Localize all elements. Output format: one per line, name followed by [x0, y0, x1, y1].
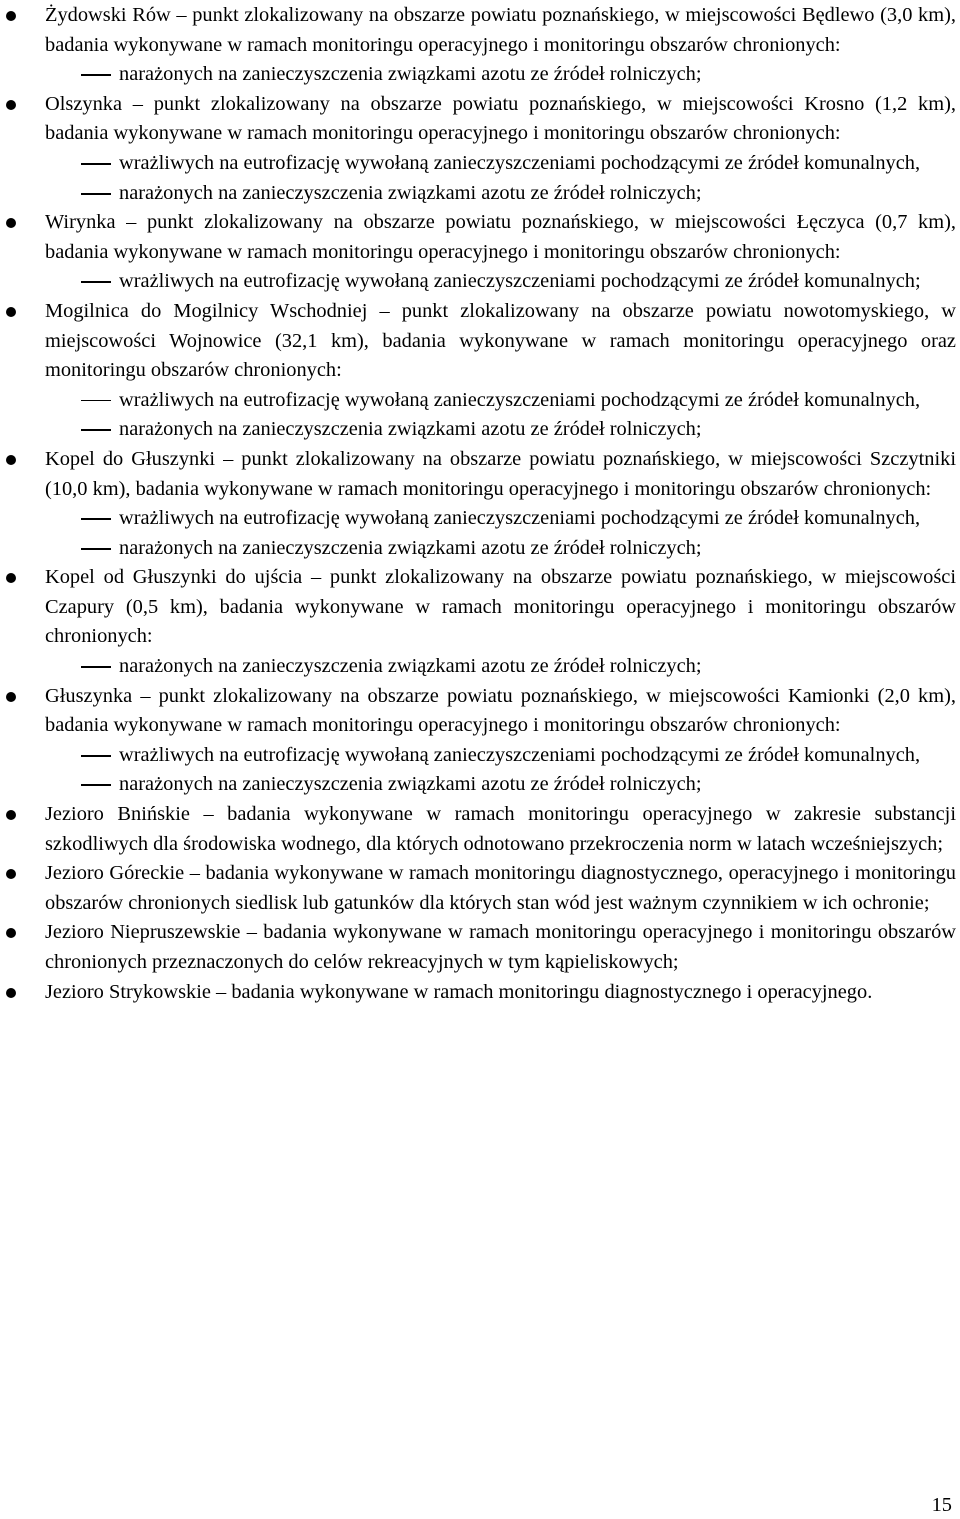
dash-icon — [81, 784, 111, 786]
sublist-item — [45, 770, 956, 800]
page-number: 15 — [931, 1494, 952, 1516]
sublist — [45, 149, 956, 208]
dash-icon — [81, 193, 111, 195]
bullet-icon — [6, 307, 16, 317]
dash-icon — [81, 400, 111, 401]
bullet-icon — [6, 692, 16, 702]
list-item — [45, 1, 956, 90]
sublist-item — [45, 386, 956, 416]
list-item — [45, 800, 956, 859]
list-item — [45, 90, 956, 208]
sublist-item-text: narażonych na zanieczyszczenia związkami azotu ze źródeł rolniczych; — [119, 418, 702, 441]
list-item-text: Żydowski Rów – punkt zlokalizowany na obszarze powiatu poznańskiego, w miejscowości Będlewo (3,0 km), badania wykonywane w ramach monitoringu operacyjnego i monitoringu obszarów chronionych: — [45, 4, 956, 56]
dash-icon — [81, 163, 111, 165]
bullet-icon — [6, 928, 16, 938]
list-item — [45, 445, 956, 563]
dash-icon — [81, 74, 111, 76]
bullet-icon — [6, 869, 16, 879]
bullet-icon — [6, 100, 16, 110]
monitoring-points-list — [45, 1, 956, 1007]
list-item-text: Jezioro Niepruszewskie – badania wykonywane w ramach monitoringu operacyjnego i monitoringu obszarów chronionych przeznaczonych do celów rekreacyjnych w tym kąpieliskowych; — [45, 921, 956, 973]
sublist-item — [45, 267, 956, 297]
sublist — [45, 504, 956, 563]
dash-icon — [81, 666, 111, 668]
sublist-item-text: narażonych na zanieczyszczenia związkami azotu ze źródeł rolniczych; — [119, 181, 702, 204]
sublist — [45, 652, 956, 682]
sublist-item — [45, 60, 956, 90]
list-item — [45, 978, 956, 1008]
sublist-item-text: wrażliwych na eutrofizację wywołaną zanieczyszczeniami pochodzącymi ze źródeł komunalnych, — [119, 507, 921, 530]
list-item — [45, 682, 956, 800]
sublist — [45, 386, 956, 445]
bullet-icon — [6, 810, 16, 820]
sublist-item — [45, 179, 956, 209]
dash-icon — [81, 429, 111, 430]
sublist-item — [45, 149, 956, 179]
sublist-item-text: narażonych na zanieczyszczenia związkami azotu ze źródeł rolniczych; — [119, 63, 702, 86]
list-item-text: Jezioro Strykowskie – badania wykonywane w ramach monitoringu diagnostycznego i operacyjnego. — [45, 980, 873, 1003]
sublist-item — [45, 741, 956, 771]
list-item-text: Mogilnica do Mogilnicy Wschodniej – punkt zlokalizowany na obszarze powiatu nowotomyskiego, w miejscowości Wojnowice (32,1 km), badania wykonywane w ramach monitoringu operacyjnego oraz monitoringu obszarów chronionych: — [45, 299, 956, 382]
sublist-item — [45, 534, 956, 564]
sublist-item-text: narażonych na zanieczyszczenia związkami azotu ze źródeł rolniczych; — [119, 536, 702, 559]
bullet-icon — [6, 988, 16, 998]
dash-icon — [81, 548, 111, 550]
list-item-text: Głuszynka – punkt zlokalizowany na obszarze powiatu poznańskiego, w miejscowości Kamionki (2,0 km), badania wykonywane w ramach monitoringu operacyjnego i monitoringu obszarów chronionych: — [45, 684, 956, 737]
sublist-item-text: wrażliwych na eutrofizację wywołaną zanieczyszczeniami pochodzącymi ze źródeł komunalnych; — [119, 270, 921, 293]
dash-icon — [81, 518, 111, 520]
list-item — [45, 859, 956, 918]
sublist-item-text: wrażliwych na eutrofizację wywołaną zanieczyszczeniami pochodzącymi ze źródeł komunalnych, — [119, 151, 921, 174]
list-item-text: Jezioro Bnińskie – badania wykonywane w ramach monitoringu operacyjnego w zakresie substancji szkodliwych dla środowiska wodnego, dla których odnotowano przekroczenia norm w latach wcześniejszych; — [45, 803, 956, 855]
list-item-text: Jezioro Góreckie – badania wykonywane w ramach monitoringu diagnostycznego, operacyjnego i monitoringu obszarów chronionych siedlisk lub gatunków dla których stan wód jest ważnym czynnikiem w ich ochronie; — [45, 862, 956, 914]
bullet-icon — [6, 218, 16, 228]
bullet-icon — [6, 573, 16, 583]
bullet-icon — [6, 11, 16, 21]
list-item — [45, 208, 956, 297]
list-item — [45, 297, 956, 445]
list-item — [45, 918, 956, 977]
sublist-item — [45, 652, 956, 682]
sublist — [45, 267, 956, 297]
sublist-item-text: wrażliwych na eutrofizację wywołaną zanieczyszczeniami pochodzącymi ze źródeł komunalnych, — [119, 388, 921, 411]
sublist-item — [45, 504, 956, 534]
sublist — [45, 741, 956, 800]
dash-icon — [81, 281, 111, 283]
list-item-text: Olszynka – punkt zlokalizowany na obszarze powiatu poznańskiego, w miejscowości Krosno (1,2 km), badania wykonywane w ramach monitoringu operacyjnego i monitoringu obszarów chronionych: — [45, 92, 956, 145]
dash-icon — [81, 755, 111, 757]
sublist-item-text: narażonych na zanieczyszczenia związkami azotu ze źródeł rolniczych; — [119, 773, 702, 796]
sublist — [45, 60, 956, 90]
bullet-icon — [6, 455, 16, 465]
list-item — [45, 563, 956, 681]
list-item-text: Kopel do Głuszynki – punkt zlokalizowany na obszarze powiatu poznańskiego, w miejscowości Szczytniki (10,0 km), badania wykonywane w ramach monitoringu operacyjnego i monitoringu obszarów chronionych: — [45, 447, 956, 500]
list-item-text: Kopel od Głuszynki do ujścia – punkt zlokalizowany na obszarze powiatu poznańskiego, w miejscowości Czapury (0,5 km), badania wykonywane w ramach monitoringu operacyjnego i monitoringu obszarów chronionych: — [45, 566, 956, 648]
sublist-item-text: wrażliwych na eutrofizację wywołaną zanieczyszczeniami pochodzącymi ze źródeł komunalnych, — [119, 743, 921, 766]
sublist-item-text: narażonych na zanieczyszczenia związkami azotu ze źródeł rolniczych; — [119, 655, 702, 678]
sublist-item — [45, 415, 956, 445]
list-item-text: Wirynka – punkt zlokalizowany na obszarze powiatu poznańskiego, w miejscowości Łęczyca (0,7 km), badania wykonywane w ramach monitoringu operacyjnego i monitoringu obszarów chronionych: — [45, 211, 956, 263]
